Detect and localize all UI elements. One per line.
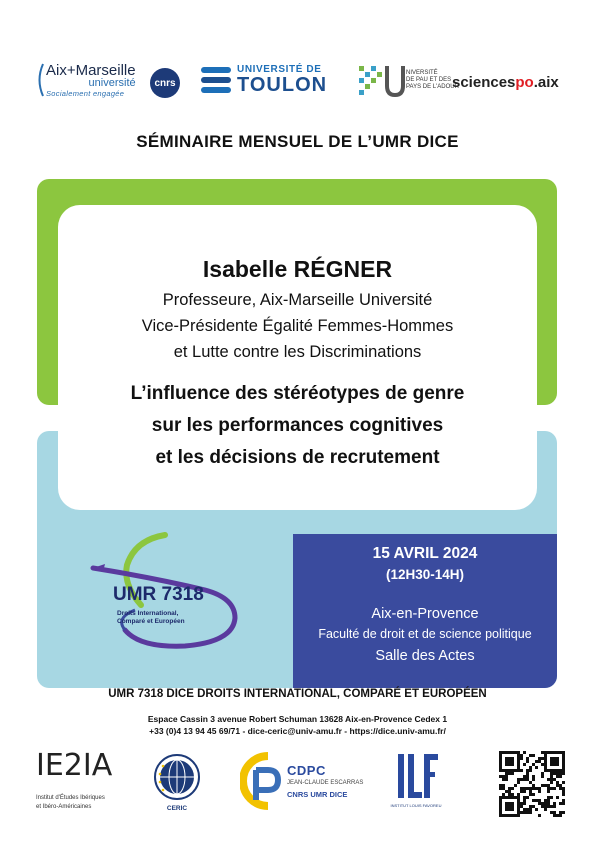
speaker-name: Isabelle RÉGNER: [202, 256, 393, 282]
seminar-title: SÉMINAIRE MENSUEL DE L’UMR DICE: [136, 132, 459, 151]
event-venue: Faculté de droit et de science politique: [318, 627, 532, 641]
toulon-waves-icon: [201, 65, 233, 95]
ceric-logo: [152, 752, 202, 804]
cdpc-p-icon: [240, 752, 286, 810]
uppa-logo: NIVERSITÉ DE PAU ET DES PAYS DE L'ADOUR: [357, 60, 459, 100]
sciencespo-logo: sciencespo.aix: [452, 73, 559, 91]
speaker-role-line2: Vice-Présidente Égalité Femmes-Hommes: [141, 317, 454, 335]
qr-code[interactable]: [499, 751, 565, 817]
amu-logo: Aix+Marseille université Socialement engagée: [36, 60, 136, 100]
footer-contact: +33 (0)4 13 94 45 69/71 - dice-ceric@univ-amu.fr - https://dice.univ-amu.fr/: [149, 726, 446, 736]
speaker-role-line3: et Lutte contre les Discriminations: [173, 343, 422, 361]
cnrs-logo: cnrs: [150, 63, 180, 103]
event-date: 15 AVRIL 2024: [372, 545, 478, 562]
ilf-logo: [396, 752, 440, 802]
event-time: (12H30-14H): [385, 567, 465, 582]
ilf-mark-icon: [396, 752, 440, 802]
umr-logo: UMR 7318 Droits International, Comparé et Européen: [85, 530, 285, 670]
qr-code-graphic: [499, 751, 565, 817]
ie2ia-logo: IE2IA: [36, 748, 113, 783]
event-city: Aix-en-Provence: [371, 606, 479, 622]
speaker-role-line1: Professeure, Aix-Marseille Université: [162, 291, 433, 309]
amu-bracket-icon: [36, 63, 44, 97]
cdpc-logo-mark: [240, 752, 286, 810]
ceric-globe-icon: [152, 752, 202, 804]
talk-title-line1: L’influence des stéréotypes de genre: [130, 383, 465, 404]
footer-address: Espace Cassin 3 avenue Robert Schuman 13628 Aix-en-Provence Cedex 1: [147, 714, 448, 724]
cdpc-name: CDPC: [287, 763, 326, 778]
toulon-logo: UNIVERSITÉ DE TOULON: [201, 60, 327, 100]
uppa-pixel-icon: [357, 62, 405, 98]
event-room: Salle des Actes: [375, 648, 475, 664]
talk-title-line3: et les décisions de recrutement: [155, 447, 440, 468]
event-info-box: [293, 534, 557, 688]
talk-title-line2: sur les performances cognitives: [151, 415, 444, 436]
footer-title: UMR 7318 DICE DROITS INTERNATIONAL, COMPARÉ ET EUROPÉEN: [108, 688, 487, 700]
